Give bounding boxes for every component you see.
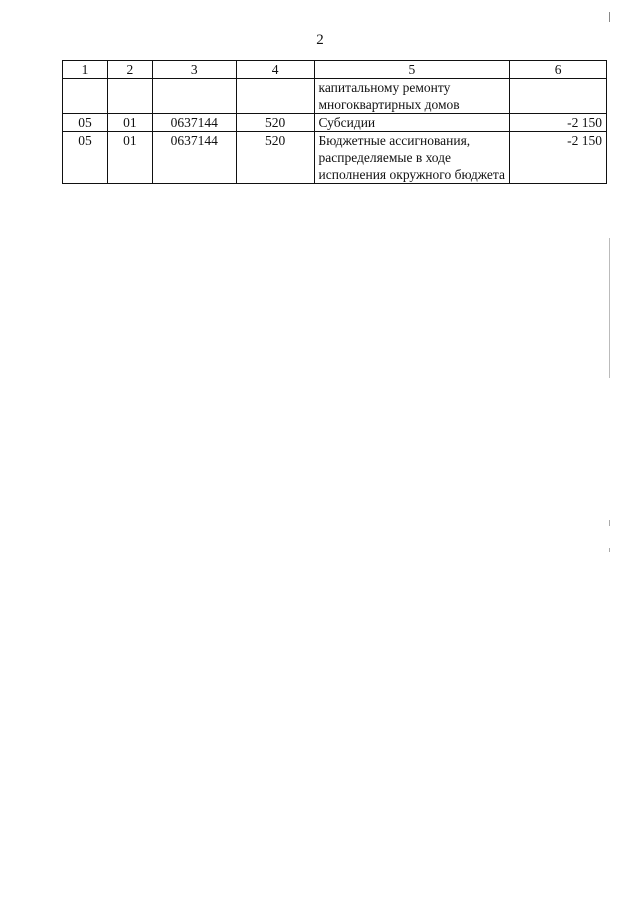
cell-target-article: 0637144 bbox=[152, 114, 236, 132]
table-row bbox=[63, 132, 607, 184]
table-row bbox=[63, 79, 607, 114]
page-number: 2 bbox=[316, 32, 324, 48]
budget-table bbox=[62, 60, 607, 184]
cell-subsection: 01 bbox=[107, 132, 152, 184]
cell-expense-type: 520 bbox=[236, 132, 314, 184]
column-header-1: 1 bbox=[63, 61, 108, 79]
cell-amount: -2 150 bbox=[510, 132, 607, 184]
cell-subsection: 01 bbox=[107, 114, 152, 132]
column-header-4: 4 bbox=[236, 61, 314, 79]
column-header-2: 2 bbox=[107, 61, 152, 79]
table-row bbox=[63, 114, 607, 132]
scan-artifact bbox=[609, 520, 610, 526]
cell-amount bbox=[510, 79, 607, 114]
cell-description: Субсидии bbox=[314, 114, 510, 132]
column-header-3: 3 bbox=[152, 61, 236, 79]
scan-artifact bbox=[609, 12, 610, 22]
cell-target-article bbox=[152, 79, 236, 114]
column-header-5: 5 bbox=[314, 61, 510, 79]
table-header-row bbox=[63, 61, 607, 79]
scan-artifact bbox=[609, 238, 610, 378]
cell-expense-type: 520 bbox=[236, 114, 314, 132]
cell-target-article: 0637144 bbox=[152, 132, 236, 184]
cell-description: капитальному ремонту многоквартирных домов bbox=[314, 79, 510, 114]
cell-expense-type bbox=[236, 79, 314, 114]
cell-section: 05 bbox=[63, 114, 108, 132]
cell-subsection bbox=[107, 79, 152, 114]
cell-description: Бюджетные ассигнования, распределяемые в ходе исполнения окружного бюджета bbox=[314, 132, 510, 184]
cell-section bbox=[63, 79, 108, 114]
scan-artifact bbox=[609, 548, 610, 552]
cell-section: 05 bbox=[63, 132, 108, 184]
column-header-6: 6 bbox=[510, 61, 607, 79]
cell-amount: -2 150 bbox=[510, 114, 607, 132]
